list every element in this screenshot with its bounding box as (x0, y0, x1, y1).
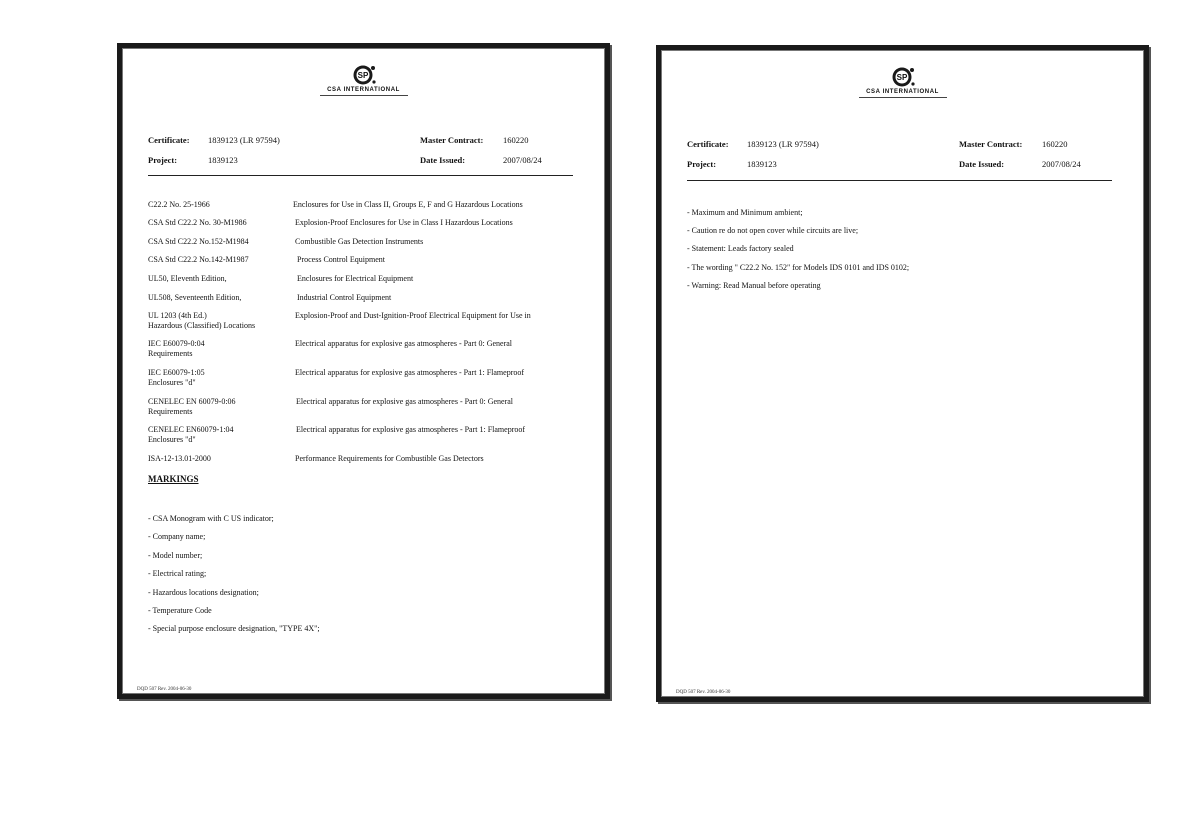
standard-name: UL508, Seventeenth Edition, (148, 293, 242, 302)
standard-continuation: Enclosures "d" (148, 435, 196, 444)
csa-logo (122, 64, 605, 96)
date-issued-field (959, 159, 1004, 169)
project-label: Project: (687, 159, 717, 169)
logo-underline (859, 97, 947, 98)
standard-name: CENELEC EN60079-1:04 (148, 425, 234, 434)
svg-text:SP: SP (896, 73, 907, 82)
project-value: 1839123 (208, 155, 238, 165)
master-contract-label: Master Contract: (959, 139, 1023, 149)
page-border (661, 50, 1144, 697)
svg-text:SP: SP (357, 71, 368, 80)
form-footer: DQD 507 Rev. 2004-06-30 (676, 690, 731, 695)
marking-item: - CSA Monogram with C US indicator; (148, 514, 274, 523)
header-divider (687, 180, 1112, 181)
certificate-value: 1839123 (LR 97594) (208, 135, 280, 145)
date-issued-value: 2007/08/24 (503, 155, 542, 165)
standard-continuation: Hazardous (Classified) Locations (148, 321, 256, 330)
standard-name: C22.2 No. 25-1966 (148, 200, 210, 209)
marking-item: - Temperature Code (148, 606, 212, 615)
certificate-field (687, 139, 729, 149)
standard-name: UL 1203 (4th Ed.) (148, 311, 207, 320)
marking-item: - Electrical rating; (148, 569, 207, 578)
standard-description: Industrial Control Equipment (297, 293, 392, 302)
date-issued-label: Date Issued: (420, 155, 466, 165)
certificate-field (148, 135, 190, 145)
standard-description: Electrical apparatus for explosive gas atmospheres - Part 0: General (295, 339, 513, 348)
master-contract-label: Master Contract: (420, 135, 484, 145)
standard-name: IEC E60079-1:05 (148, 368, 205, 377)
csa-logo-icon (890, 66, 916, 88)
standard-description: Process Control Equipment (297, 255, 385, 264)
form-footer: DQD 507 Rev. 2004-06-30 (137, 687, 192, 692)
standard-name: UL50, Eleventh Edition, (148, 274, 227, 283)
master-contract-value: 160220 (1042, 139, 1068, 149)
standard-description: Enclosures for Use in Class II, Groups E, F and G Hazardous Locations (293, 200, 523, 209)
marking-item: - Caution re do not open cover while circuits are live; (687, 226, 859, 235)
csa-logo-icon (351, 64, 377, 86)
standard-description: Enclosures for Electrical Equipment (297, 274, 414, 283)
marking-item: - Company name; (148, 532, 206, 541)
standard-name: ISA-12-13.01-2000 (148, 454, 211, 463)
project-value: 1839123 (747, 159, 777, 169)
marking-item: - Hazardous locations designation; (148, 588, 259, 597)
standard-name: CSA Std C22.2 No.152-M1984 (148, 237, 249, 246)
marking-item: - Special purpose enclosure designation, "TYPE 4X"; (148, 624, 320, 633)
certificate-value: 1839123 (LR 97594) (747, 139, 819, 149)
standard-name: CSA Std C22.2 No. 30-M1986 (148, 218, 247, 227)
logo-text: CSA INTERNATIONAL (866, 89, 939, 95)
master-contract-value: 160220 (503, 135, 529, 145)
standard-description: Electrical apparatus for explosive gas atmospheres - Part 1: Flameproof (296, 425, 526, 434)
date-issued-label: Date Issued: (959, 159, 1005, 169)
project-label: Project: (148, 155, 178, 165)
standard-description: Explosion-Proof and Dust-Ignition-Proof Electrical Equipment for Use in (295, 311, 531, 320)
marking-item: - Maximum and Minimum ambient; (687, 208, 803, 217)
standard-name: CENELEC EN 60079-0:06 (148, 397, 236, 406)
certificate-page-2 (656, 45, 1149, 702)
certificate-label: Certificate: (148, 135, 190, 145)
standard-continuation: Requirements (148, 349, 193, 358)
certificate-page-1 (117, 43, 610, 699)
standard-continuation: Enclosures "d" (148, 378, 196, 387)
standard-description: Performance Requirements for Combustible Gas Detectors (295, 454, 484, 463)
project-field (687, 159, 716, 169)
standard-name: IEC E60079-0:04 (148, 339, 205, 348)
standard-description: Explosion-Proof Enclosures for Use in Class I Hazardous Locations (295, 218, 513, 227)
csa-logo (661, 66, 1144, 98)
master-contract-field (959, 139, 1022, 149)
standard-description: Combustible Gas Detection Instruments (295, 237, 424, 246)
logo-underline (320, 95, 408, 96)
certificate-label: Certificate: (687, 139, 729, 149)
standard-description: Electrical apparatus for explosive gas atmospheres - Part 1: Flameproof (295, 368, 525, 377)
marking-item: - Warning: Read Manual before operating (687, 281, 821, 290)
date-issued-field (420, 155, 465, 165)
marking-item: - Model number; (148, 551, 203, 560)
standard-description: Electrical apparatus for explosive gas atmospheres - Part 0: General (296, 397, 514, 406)
logo-text: CSA INTERNATIONAL (327, 87, 400, 93)
markings-heading: MARKINGS (148, 474, 199, 484)
marking-item: - Statement: Leads factory sealed (687, 244, 794, 253)
date-issued-value: 2007/08/24 (1042, 159, 1081, 169)
standard-continuation: Requirements (148, 407, 193, 416)
header-divider (148, 175, 573, 176)
project-field (148, 155, 177, 165)
master-contract-field (420, 135, 483, 145)
standard-name: CSA Std C22.2 No.142-M1987 (148, 255, 249, 264)
marking-item: - The wording " C22.2 No. 152" for Models IDS 0101 and IDS 0102; (687, 263, 910, 272)
